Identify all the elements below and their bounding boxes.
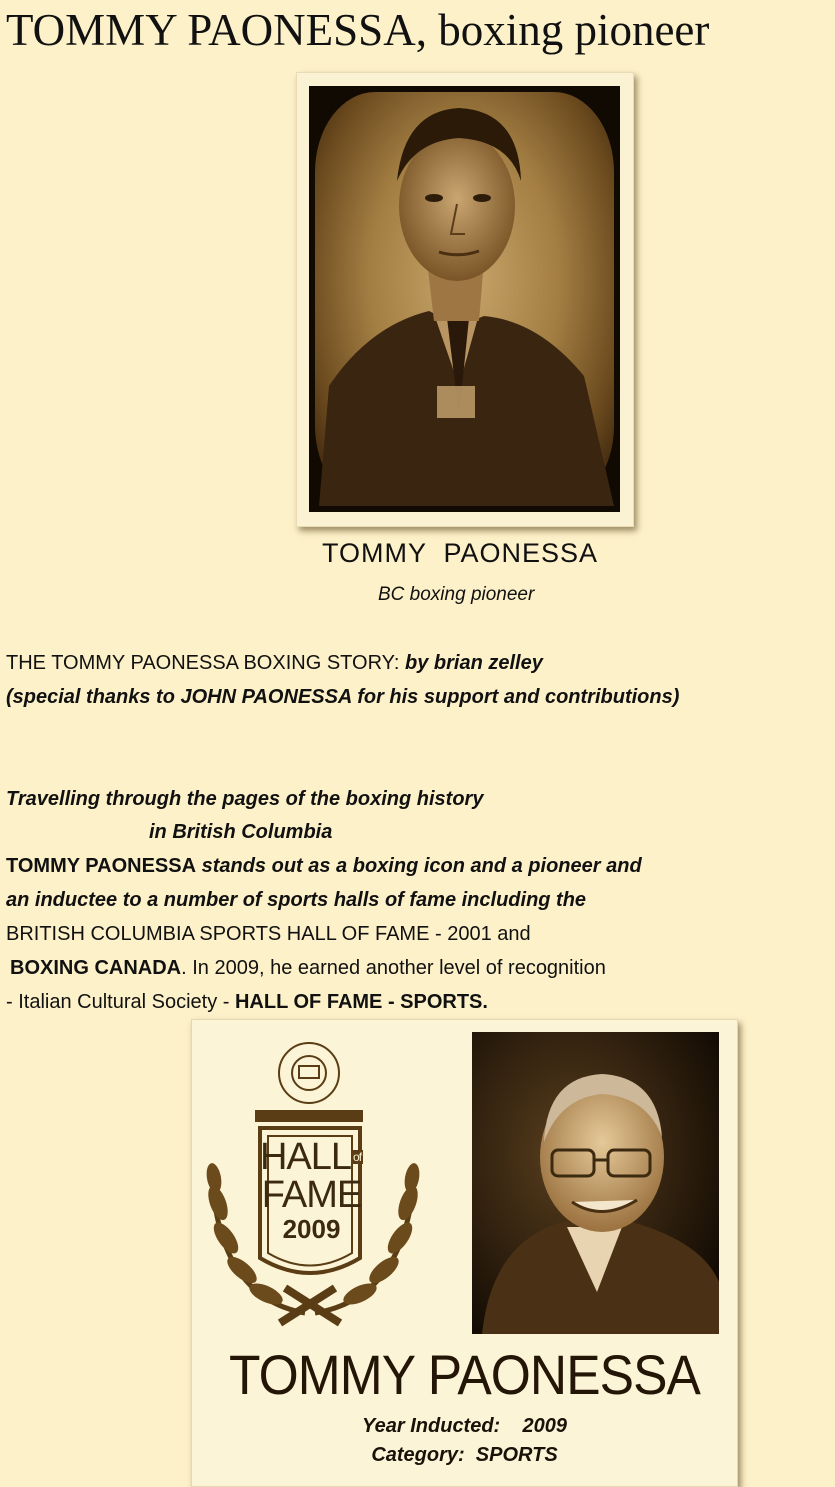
story-name-bold: TOMMY PAONESSA <box>6 855 197 877</box>
card-category: Category: SPORTS <box>371 1444 558 1466</box>
badge-year-text: 2009 <box>282 1214 341 1244</box>
portrait-photo <box>309 86 620 512</box>
story-line-6-rest: . In 2009, he earned another level of recognition <box>181 957 606 979</box>
story-heading <box>6 650 543 676</box>
story-line-5: BRITISH COLUMBIA SPORTS HALL OF FAME - 2001 and <box>6 923 531 945</box>
story-line-7 <box>6 989 488 1015</box>
page-title: TOMMY PAONESSA, boxing pioneer <box>6 5 710 55</box>
card-year-inducted: Year Inducted: 2009 <box>362 1415 567 1437</box>
story-intro-line-1: Travelling through the pages of the boxing history <box>6 788 484 810</box>
story-thanks: (special thanks to JOHN PAONESSA for his support and contributions) <box>6 686 680 708</box>
badge-text <box>254 1138 369 1244</box>
story-line-4: an inductee to a number of sports halls of fame including the <box>6 889 587 911</box>
badge-hall-text: HALL $^{of}$ <box>259 1136 362 1178</box>
story-line-7-prefix: - Italian Cultural Society - <box>6 991 235 1013</box>
caption-subtitle: BC boxing pioneer <box>378 584 535 605</box>
badge-of-text: of <box>353 1150 362 1164</box>
story-intro-line-2: in British Columbia <box>149 821 333 843</box>
inductee-portrait-image <box>472 1032 719 1334</box>
boxing-canada-text: BOXING CANADA <box>10 957 182 979</box>
story-heading-title: THE TOMMY PAONESSA BOXING STORY: <box>6 652 406 674</box>
badge-fame-text: FAME <box>261 1174 362 1216</box>
story-line-3-rest: stands out as a boxing icon and a pioneer and <box>196 855 642 877</box>
card-inductee-name: TOMMY PAONESSA <box>229 1343 700 1406</box>
story-line-7-bold: HALL OF FAME - SPORTS. <box>234 991 488 1013</box>
story-line-6 <box>10 955 606 981</box>
hall-of-fame-card <box>191 1019 738 1487</box>
portrait-photo-frame <box>296 72 634 527</box>
story-line-3 <box>6 853 642 879</box>
inductee-photo <box>472 1032 719 1334</box>
boxer-portrait-image <box>309 86 620 512</box>
story-byline: by brian zelley <box>405 652 543 674</box>
caption-name: TOMMY PAONESSA <box>322 538 599 568</box>
